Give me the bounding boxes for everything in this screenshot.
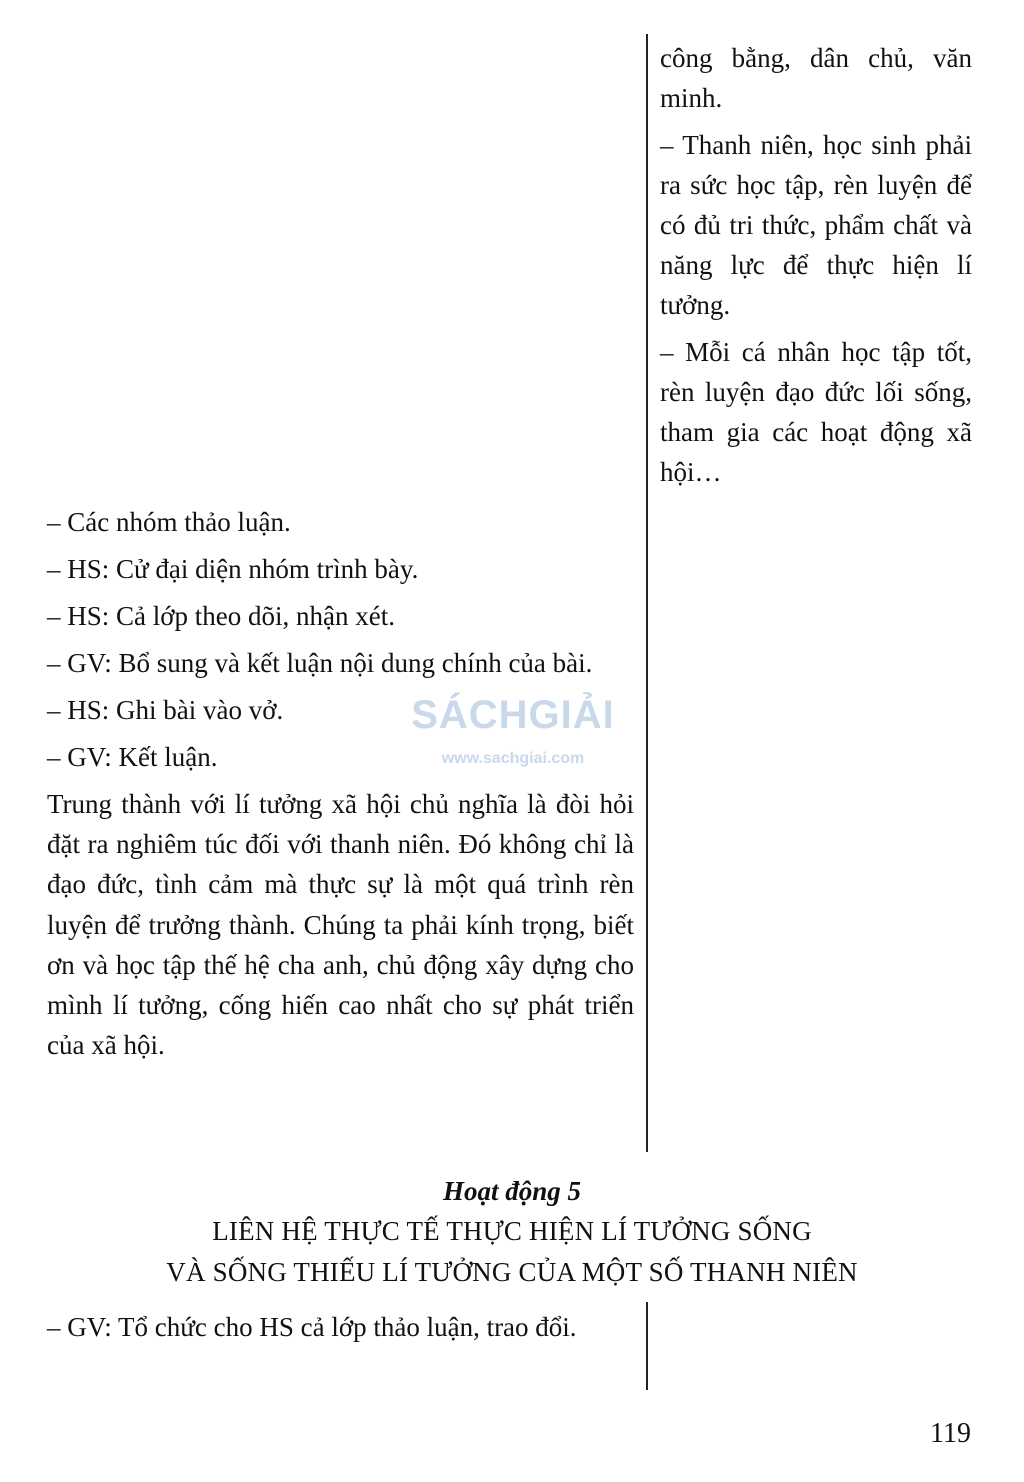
right-paragraph: – Thanh niên, học sinh phải ra sức học tập, rèn luyện để có đủ tri thức, phẩm chất và năng lực để thực hiện lí tưởng. bbox=[660, 130, 972, 320]
column-divider-bottom bbox=[646, 1302, 648, 1390]
right-paragraph: – Mỗi cá nhân học tập tốt, rèn luyện đạo đức lối sống, tham gia các hoạt động xã hội… bbox=[660, 337, 972, 487]
activity-left-column bbox=[47, 1307, 634, 1354]
list-item: – HS: Ghi bài vào vở. bbox=[47, 695, 284, 725]
right-paragraph: công bằng, dân chủ, văn minh. bbox=[660, 43, 972, 113]
activity-heading-line: VÀ SỐNG THIẾU LÍ TƯỞNG CỦA MỘT SỐ THANH NIÊN bbox=[166, 1257, 858, 1287]
activity-title: Hoạt động 5 bbox=[442, 1176, 582, 1206]
list-item: – HS: Cả lớp theo dõi, nhận xét. bbox=[47, 601, 395, 631]
right-column bbox=[660, 38, 972, 499]
list-item: – HS: Cử đại diện nhóm trình bày. bbox=[47, 554, 419, 584]
watermark-logo: SÁCHGIẢI bbox=[411, 693, 615, 737]
activity-heading-line: LIÊN HỆ THỰC TẾ THỰC HIỆN LÍ TƯỞNG SỐNG bbox=[212, 1216, 812, 1246]
list-item: – GV: Tổ chức cho HS cả lớp thảo luận, trao đổi. bbox=[47, 1312, 577, 1342]
list-item: – GV: Bổ sung và kết luận nội dung chính của bài. bbox=[47, 648, 593, 678]
activity-heading bbox=[0, 1171, 1024, 1293]
watermark-url: www.sachgiai.com bbox=[441, 750, 585, 767]
list-item: – Các nhóm thảo luận. bbox=[47, 507, 291, 537]
list-item: – GV: Kết luận. bbox=[47, 742, 218, 772]
column-divider-top bbox=[646, 34, 648, 1152]
left-column bbox=[47, 502, 634, 1065]
page-number: 119 bbox=[930, 1418, 971, 1449]
conclusion-paragraph: Trung thành với lí tưởng xã hội chủ nghĩa là đòi hỏi đặt ra nghiêm túc đối với thanh niên. Đó không chỉ là đạo đức, tình cảm mà thực sự là một quá trình rèn luyện để trưởng thành. Chúng ta phải kính trọng, biết ơn và học tập thế hệ cha anh, chủ động xây dựng cho mình lí tưởng, cống hiến cao nhất cho sự phát triển của xã hội. bbox=[47, 789, 634, 1061]
